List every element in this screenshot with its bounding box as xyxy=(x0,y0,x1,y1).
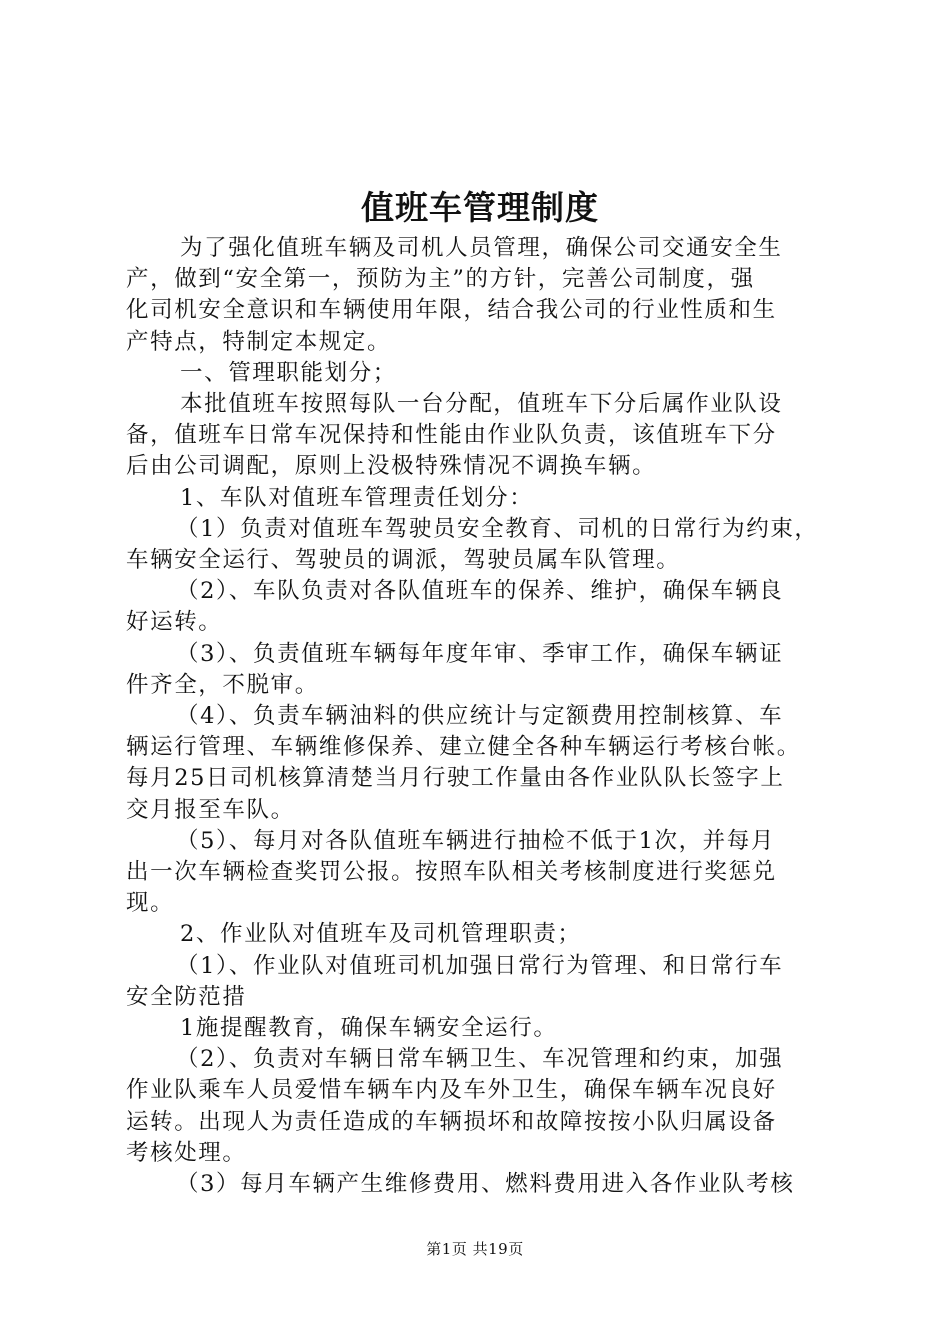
body-line: 为了强化值班车辆及司机人员管理，确保公司交通安全生 xyxy=(180,235,783,261)
body-line: （1）负责对值班车驾驶员安全教育、司机的日常行为约束， xyxy=(176,515,819,542)
body-line: 出一次车辆检查奖罚公报。按照车队相关考核制度进行奖惩兑 xyxy=(126,859,777,886)
body-line: 好运转。 xyxy=(126,609,223,636)
body-line: 现。 xyxy=(126,890,175,917)
body-line: （2）、车队负责对各队值班车的保养、维护，确保车辆良 xyxy=(176,578,784,605)
body-line: 后由公司调配，原则上没极特殊情况不调换车辆。 xyxy=(126,453,657,480)
body-line: 运转。出现人为责任造成的车辆损坏和故障按按小队归属设备 xyxy=(126,1108,777,1135)
body-line: 安全防范措 xyxy=(126,983,247,1010)
body-line: 考核处理。 xyxy=(126,1139,247,1166)
body-line: （3）、负责值班车辆每年度年审、季审工作，确保车辆证 xyxy=(176,640,784,667)
body-line: 2、作业队对值班车及司机管理职责； xyxy=(180,921,582,948)
body-line: （4）、负责车辆油料的供应统计与定额费用控制核算、车 xyxy=(176,703,784,730)
body-line: 1、车队对值班车管理责任划分： xyxy=(180,484,534,511)
document-body xyxy=(126,233,838,1200)
page-title: 值班车管理制度 xyxy=(361,188,599,227)
body-line: 本批值班车按照每队一台分配，值班车下分后属作业队设 xyxy=(180,391,783,418)
body-line: 产特点，特制定本规定。 xyxy=(126,328,392,355)
body-line: 1施提醒教育，确保车辆安全运行。 xyxy=(180,1015,558,1042)
body-line: （3）每月车辆产生维修费用、燃料费用进入各作业队考核 xyxy=(176,1171,795,1198)
body-line: 化司机安全意识和车辆使用年限，结合我公司的行业性质和生 xyxy=(126,297,777,324)
body-line: 车辆安全运行、驾驶员的调派，驾驶员属车队管理。 xyxy=(126,547,681,574)
body-line: 交月报至车队。 xyxy=(126,796,295,823)
body-line: （5）、每月对各队值班车辆进行抽检不低于1次，并每月 xyxy=(176,827,775,854)
page-number-footer: 第1页 共19页 xyxy=(426,1240,524,1258)
body-line: 备，值班车日常车况保持和性能由作业队负责，该值班车下分 xyxy=(126,422,777,449)
body-line: （1）、作业队对值班司机加强日常行为管理、和日常行车 xyxy=(176,952,784,979)
body-line: 件齐全，不脱审。 xyxy=(126,671,319,698)
body-line: 产，做到“安全第一，预防为主”的方针，完善公司制度，强 xyxy=(126,266,755,293)
body-line: 辆运行管理、车辆维修保养、建立健全各种车辆运行考核台帐。 xyxy=(126,734,801,761)
body-line: 一、管理职能划分； xyxy=(180,359,397,386)
body-line: 作业队乘车人员爱惜车辆车内及车外卫生，确保车辆车况良好 xyxy=(126,1077,777,1104)
body-line: 每月25日司机核算清楚当月行驶工作量由各作业队队长签字上 xyxy=(126,765,785,792)
body-line: （2）、负责对车辆日常车辆卫生、车况管理和约束，加强 xyxy=(176,1046,784,1073)
